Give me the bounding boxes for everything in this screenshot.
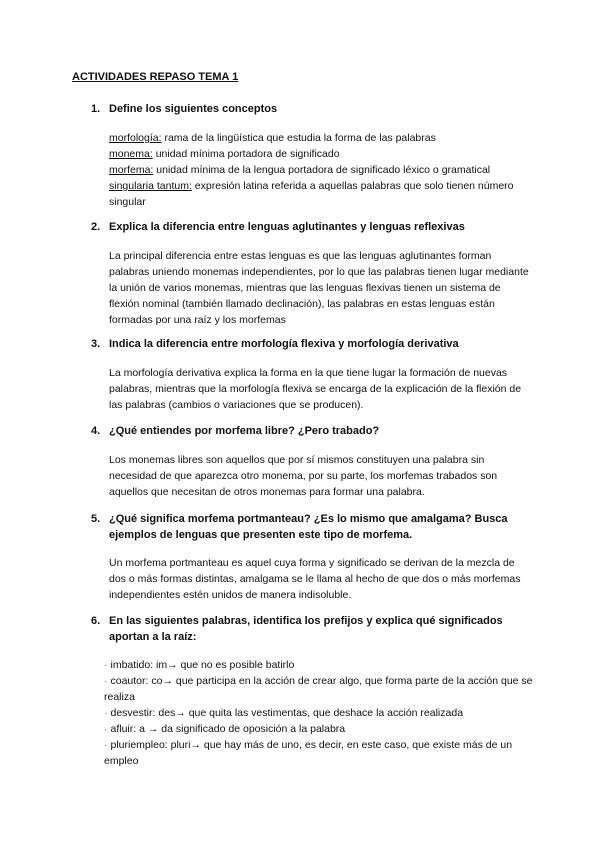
list-item-text: coautor: co→ que participa en la acción de crear algo, que forma parte de la acción que se realiza	[104, 675, 533, 703]
definition	[109, 146, 529, 162]
answer-1	[109, 130, 529, 210]
question-2	[72, 219, 532, 235]
list-item	[104, 721, 534, 737]
definition	[109, 130, 529, 146]
question-number: 1.	[91, 103, 101, 115]
answer-4	[109, 452, 529, 500]
question-number: 4.	[91, 425, 101, 437]
question-text: Define los siguientes conceptos	[109, 103, 278, 115]
definition	[109, 162, 529, 178]
question-text: ¿Qué significa morfema portmanteau? ¿Es lo mismo que amalgama? Busca ejemplos de lenguas que presenten este tipo de morfema.	[109, 513, 508, 541]
question-4	[72, 423, 532, 439]
definition-term: monema:	[109, 148, 153, 160]
list-item	[104, 737, 534, 769]
question-text: Explica la diferencia entre lenguas aglutinantes y lenguas reflexivas	[109, 221, 465, 233]
list-item-text: afluir: a → da significado de oposición a la palabra	[110, 723, 346, 735]
definition-text: expresión latina referida a aquellas palabras que solo tienen número singular	[109, 180, 514, 208]
question-3	[72, 336, 532, 352]
list-item-text: desvestir: des→ que quita las vestimentas, que deshace la acción realizada	[110, 707, 464, 719]
list-item-text: imbatido: im→ que no es posible batirlo	[110, 659, 295, 671]
definition-term: singularia tantum:	[109, 180, 192, 192]
definition	[109, 178, 529, 210]
answer-text: Los monemas libres son aquellos que por sí mismos constituyen una palabra sin necesidad de que aparezca otro monema, por su parte, los morfemas trabados son aquellos que necesitan de otros monemas para formar una palabra.	[109, 454, 498, 498]
document-title: ACTIVIDADES REPASO TEMA 1	[72, 71, 239, 83]
definition-text: unidad mínima de la lengua portadora de significado léxico o gramatical	[153, 164, 491, 176]
question-text: En las siguientes palabras, identifica los prefijos y explica qué significados aportan a la raíz:	[109, 615, 503, 643]
bullet-icon: ·	[104, 707, 108, 719]
answer-text: La morfología derivativa explica la forma en la que tiene lugar la formación de nuevas palabras, mientras que la morfología flexiva se encarga de la explicación de la flexión de las palabras (cambios o variaciones que se producen).	[109, 367, 522, 411]
bullet-icon: ·	[104, 675, 108, 687]
prefix-list	[104, 657, 534, 769]
definition-term: morfología:	[109, 132, 162, 144]
definition-text: unidad mínima portadora de significado	[152, 148, 340, 160]
answer-text: Un morfema portmanteau es aquel cuya forma y significado se derivan de la mezcla de dos o más formas distintas, amalgama se le llama al hecho de que dos o más morfemas independientes estén unidos de manera indisoluble.	[109, 557, 521, 601]
question-number: 2.	[91, 221, 101, 233]
answer-text: La principal diferencia entre estas lenguas es que las lenguas aglutinantes forman palabras uniendo monemas independientes, por lo que las palabras tienen lugar mediante la unión de varios monemas, mientras que las lenguas flexivas tienen un sistema de flexión nominal (también llamado declinación), las palabras en estas lenguas están formadas por una raíz y los morfemas	[109, 250, 529, 326]
question-number: 3.	[91, 338, 101, 350]
question-6	[72, 613, 532, 645]
answer-3	[109, 365, 529, 413]
list-item-text: pluriempleo: pluri→ que hay más de uno, es decir, en este caso, que existe más de un empleo	[104, 739, 513, 767]
question-text: ¿Qué entiendes por morfema libre? ¿Pero trabado?	[109, 425, 380, 437]
question-number: 6.	[91, 615, 101, 627]
bullet-icon: ·	[104, 739, 108, 751]
list-item	[104, 705, 534, 721]
question-1	[72, 101, 532, 117]
definition-text: rama de la lingüística que estudia la forma de las palabras	[161, 132, 436, 144]
question-number: 5.	[91, 513, 101, 525]
list-item	[104, 657, 534, 673]
bullet-icon: ·	[104, 659, 108, 671]
bullet-icon: ·	[104, 723, 108, 735]
answer-5	[109, 555, 529, 603]
question-5	[72, 511, 532, 543]
answer-2	[109, 248, 529, 328]
list-item	[104, 673, 534, 705]
definition-term: morfema:	[109, 164, 154, 176]
question-text: Indica la diferencia entre morfología flexiva y morfología derivativa	[109, 338, 459, 350]
